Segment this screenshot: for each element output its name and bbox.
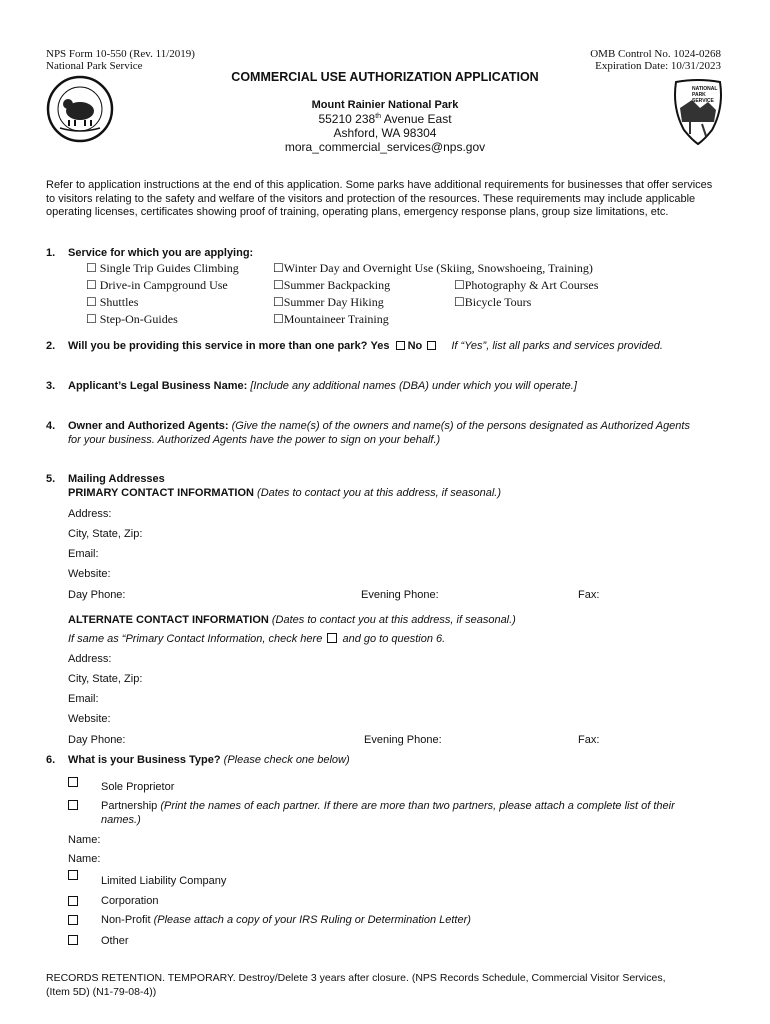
- sole-proprietor-label: Sole Proprietor: [101, 781, 175, 793]
- other-checkbox[interactable]: [68, 935, 78, 945]
- same-note-post: and go to question 6.: [342, 633, 446, 645]
- non-profit-checkbox[interactable]: [68, 915, 78, 925]
- primary-evening-phone-field[interactable]: Evening Phone:: [361, 589, 439, 601]
- q2-note: If “Yes”, list all parks and services provided.: [451, 340, 663, 352]
- partner-name-field[interactable]: Name:: [68, 834, 101, 846]
- service-option[interactable]: ☐ Drive-in Campground Use: [86, 278, 228, 292]
- form-number: NPS Form 10-550 (Rev. 11/2019): [46, 48, 195, 60]
- alternate-label: ALTERNATE CONTACT INFORMATION: [68, 614, 269, 626]
- q4-note-cont: for your business. Authorized Agents have the power to sign on your behalf.): [68, 434, 441, 446]
- service-option[interactable]: ☐Mountaineer Training: [273, 312, 389, 326]
- q6-label: What is your Business Type?: [68, 754, 221, 766]
- q1-label: Service for which you are applying:: [68, 247, 254, 259]
- q6-row: [68, 754, 350, 766]
- alternate-day-phone-field[interactable]: Day Phone:: [68, 734, 126, 746]
- same-as-primary: [68, 633, 445, 645]
- q5-number: 5.: [46, 473, 56, 485]
- corporation-checkbox[interactable]: [68, 896, 78, 906]
- nps-arrowhead-icon: [670, 78, 726, 146]
- corporation-label: Corporation: [101, 895, 159, 907]
- service-option[interactable]: ☐Summer Day Hiking: [273, 295, 384, 309]
- primary-note: (Dates to contact you at this address, if seasonal.): [257, 487, 501, 499]
- omb-control: OMB Control No. 1024-0268: [590, 48, 721, 60]
- q3-row: [68, 380, 577, 392]
- no-label: No: [407, 340, 423, 352]
- q2-number: 2.: [46, 340, 56, 352]
- q4-note: (Give the name(s) of the owners and name(s) of the persons designated as Authorized Agents: [231, 420, 690, 432]
- partnership-note: (Print the names of each partner. If there are more than two partners, please attach a complete list of their: [160, 800, 675, 812]
- q3-label: Applicant’s Legal Business Name:: [68, 380, 248, 392]
- q2-row: [68, 340, 663, 352]
- no-checkbox[interactable]: [427, 341, 436, 350]
- q1-number: 1.: [46, 247, 56, 259]
- alternate-note: (Dates to contact you at this address, if seasonal.): [271, 614, 516, 626]
- llc-checkbox[interactable]: [68, 870, 78, 880]
- sole-proprietor-checkbox[interactable]: [68, 777, 78, 787]
- q3-number: 3.: [46, 380, 56, 392]
- intro-paragraph: Refer to application instructions at the end of this application. Some parks have additional requirements for businesses that offer services to visitors relating to the safety and welfare of the visitors and protection of the resources. These requirements may include applicable operating licenses, certificates showing proof of training, operating plans, emergency response plans, group size limitations, etc.: [46, 179, 713, 218]
- park-name: Mount Rainier National Park: [311, 99, 459, 111]
- q6-number: 6.: [46, 754, 56, 766]
- primary-fax-field[interactable]: Fax:: [578, 589, 600, 601]
- non-profit-label: Non-Profit: [101, 914, 151, 926]
- primary-header: [68, 487, 501, 499]
- badge-line: NATIONAL: [692, 86, 718, 92]
- non-profit-row: [101, 914, 471, 926]
- yes-label: Yes: [370, 340, 390, 352]
- records-retention-cont: (Item 5D) (N1-79-08-4)): [46, 986, 157, 998]
- non-profit-note: (Please attach a copy of your IRS Ruling or Determination Letter): [153, 914, 471, 926]
- partnership-row: [101, 800, 675, 812]
- partnership-checkbox[interactable]: [68, 800, 78, 810]
- alternate-city-field[interactable]: City, State, Zip:: [68, 673, 143, 685]
- primary-city-field[interactable]: City, State, Zip:: [68, 528, 143, 540]
- park-street: 55210 238th Avenue East: [318, 112, 452, 126]
- q3-note: [Include any additional names (DBA) under which you will operate.]: [250, 380, 577, 392]
- alternate-address-field[interactable]: Address:: [68, 653, 112, 665]
- service-option[interactable]: ☐ Single Trip Guides Climbing: [86, 261, 239, 275]
- other-label: Other: [101, 935, 129, 947]
- service-option[interactable]: ☐ Step-On-Guides: [86, 312, 178, 326]
- expiration-date: Expiration Date: 10/31/2023: [595, 60, 721, 72]
- partnership-label: Partnership: [101, 800, 158, 812]
- park-email: mora_commercial_services@nps.gov: [284, 140, 486, 154]
- alternate-email-field[interactable]: Email:: [68, 693, 99, 705]
- partnership-note-cont: names.): [101, 814, 141, 826]
- alternate-fax-field[interactable]: Fax:: [578, 734, 600, 746]
- badge-line: PARK: [692, 92, 706, 98]
- q4-row: [68, 420, 690, 432]
- alternate-evening-phone-field[interactable]: Evening Phone:: [364, 734, 442, 746]
- q5-label: Mailing Addresses: [68, 473, 165, 485]
- q4-label: Owner and Authorized Agents:: [68, 420, 229, 432]
- llc-label: Limited Liability Company: [101, 875, 227, 887]
- primary-address-field[interactable]: Address:: [68, 508, 112, 520]
- q2-label: Will you be providing this service in more than one park?: [68, 340, 368, 352]
- primary-day-phone-field[interactable]: Day Phone:: [68, 589, 126, 601]
- service-option[interactable]: ☐ Shuttles: [86, 295, 139, 309]
- park-city: Ashford, WA 98304: [333, 126, 437, 140]
- q6-note: (Please check one below): [223, 754, 350, 766]
- service-option[interactable]: ☐Summer Backpacking: [273, 278, 391, 292]
- alternate-header: [68, 614, 516, 626]
- alternate-website-field[interactable]: Website:: [68, 713, 111, 725]
- service-option[interactable]: ☐Photography & Art Courses: [454, 278, 599, 292]
- service-option[interactable]: ☐Bicycle Tours: [454, 295, 532, 309]
- service-option[interactable]: ☐Winter Day and Overnight Use (Skiing, Snowshoeing, Training): [273, 261, 593, 275]
- same-as-primary-checkbox[interactable]: [327, 633, 337, 643]
- partner-name-field[interactable]: Name:: [68, 853, 101, 865]
- q4-number: 4.: [46, 420, 56, 432]
- badge-line: SERVICE: [692, 98, 714, 104]
- records-retention: RECORDS RETENTION. TEMPORARY. Destroy/Delete 3 years after closure. (NPS Records Schedule, Commercial Visitor Services,: [46, 972, 666, 984]
- form-title: COMMERCIAL USE AUTHORIZATION APPLICATION: [231, 70, 539, 84]
- primary-website-field[interactable]: Website:: [68, 568, 111, 580]
- yes-checkbox[interactable]: [396, 341, 405, 350]
- same-note-pre: If same as “Primary Contact Information, check here: [68, 633, 323, 645]
- primary-label: PRIMARY CONTACT INFORMATION: [68, 487, 254, 499]
- agency-name: National Park Service: [46, 60, 143, 72]
- primary-email-field[interactable]: Email:: [68, 548, 99, 560]
